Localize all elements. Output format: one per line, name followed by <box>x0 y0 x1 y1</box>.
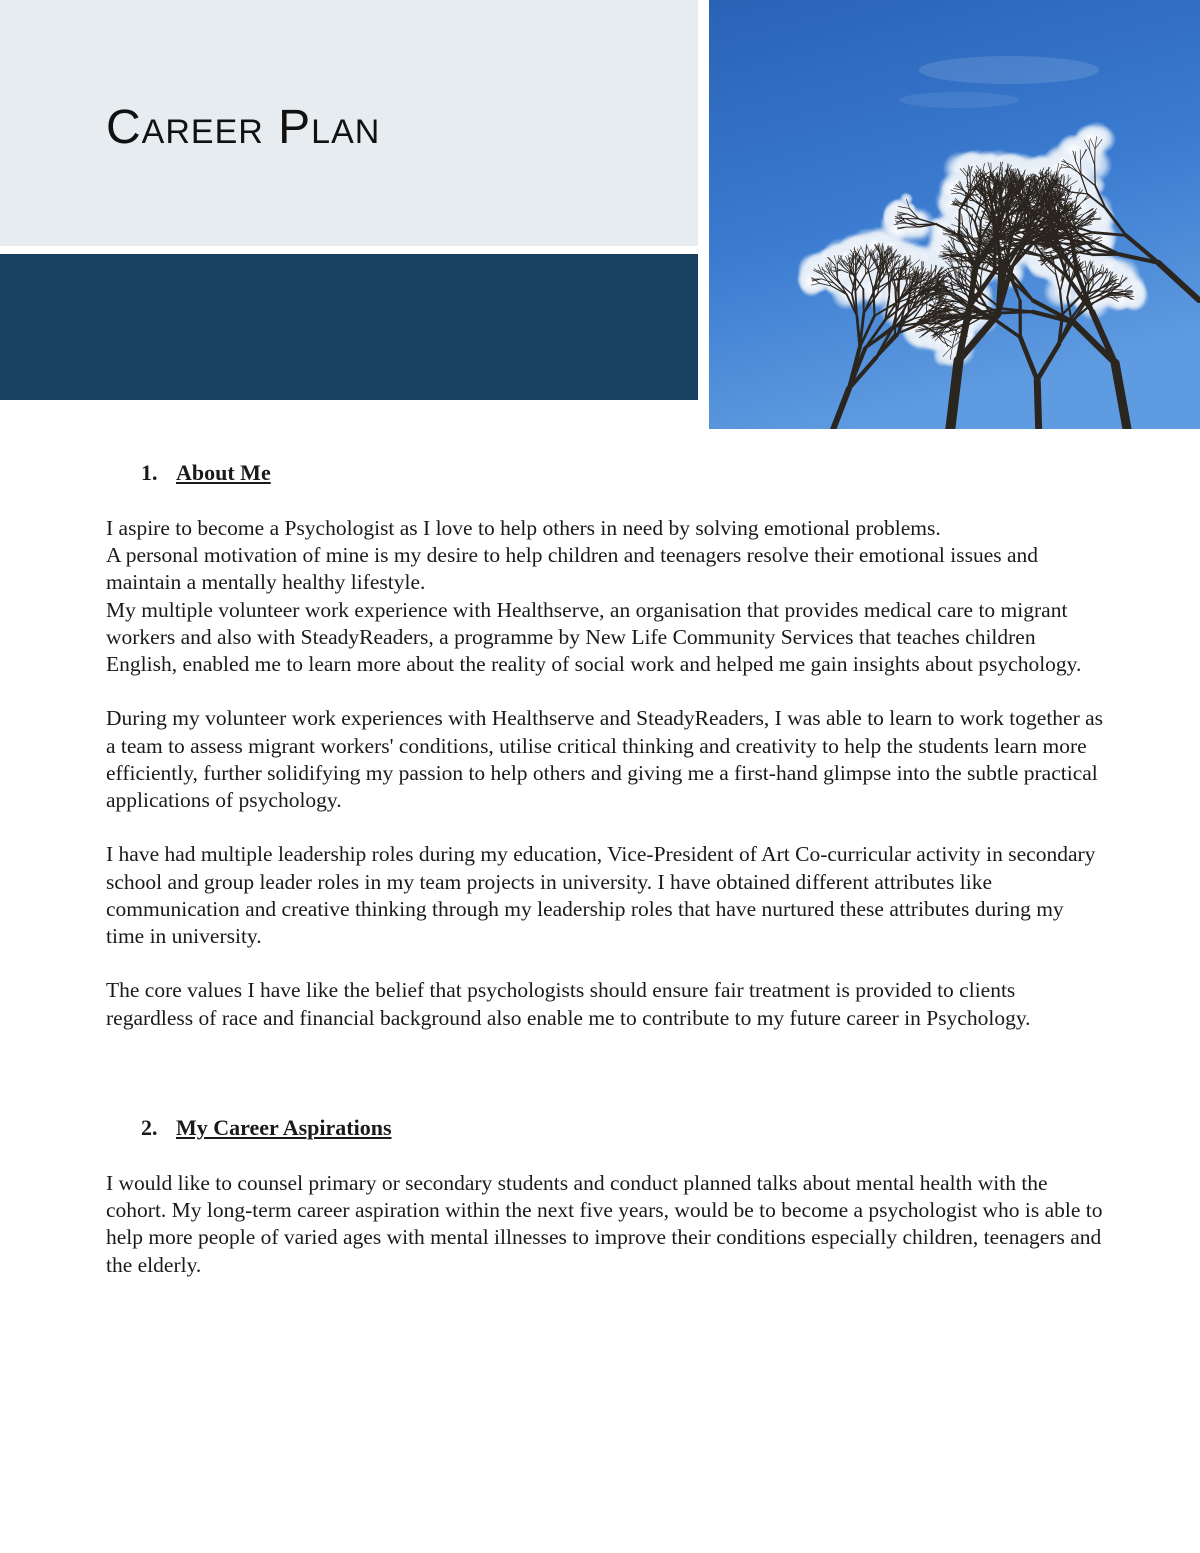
frosted-tree-photo-icon <box>709 0 1200 429</box>
paragraph <box>106 705 1106 814</box>
paragraph <box>106 1170 1106 1279</box>
paragraph-line: I aspire to become a Psychologist as I love to help others in need by solving emotional problems. <box>106 516 941 540</box>
section-spacer <box>106 1059 1106 1113</box>
document-body <box>106 458 1106 1306</box>
section-number: 2. <box>141 1115 158 1140</box>
header-dark-band <box>0 254 698 400</box>
section-number: 1. <box>141 460 158 485</box>
section-heading <box>106 1113 1106 1143</box>
section-heading <box>106 458 1106 488</box>
section-about-me <box>106 458 1106 1032</box>
paragraph-line: I would like to counsel primary or secondary students and conduct planned talks about mental health with the cohort. My long-term career aspiration within the next five years, would be to become a psychologist who is able to help more people of varied ages with mental illnesses to improve their conditions especially children, teenagers and the elderly. <box>106 1171 1103 1277</box>
document-title: Career Plan <box>106 101 381 154</box>
paragraph <box>106 515 1106 678</box>
paragraph-line: A personal motivation of mine is my desire to help children and teenagers resolve their emotional issues and maintain a mentally healthy lifestyle. <box>106 543 1039 595</box>
section-career-aspirations <box>106 1113 1106 1279</box>
paragraph-line: During my volunteer work experiences with Healthserve and SteadyReaders, I was able to learn to work together as a team to assess migrant workers' conditions, utilise critical thinking and creativity to help the students learn more efficiently, further solidifying my passion to help others and giving me a first-hand glimpse into the subtle practical applications of psychology. <box>106 706 1104 813</box>
paragraph-line: My multiple volunteer work experience with Healthserve, an organisation that provides medical care to migrant workers and also with SteadyReaders, a programme by New Life Community Services that teaches children English, enabled me to learn more about the reality of social work and helped me gain insights about psychology. <box>106 597 1082 677</box>
paragraph-line: I have had multiple leadership roles during my education, Vice-President of Art Co-curricular activity in secondary school and group leader roles in my team projects in university. I have obtained different attributes like communication and creative thinking through my leadership roles that have nurtured these attributes during my time in university. <box>106 842 1096 949</box>
paragraph <box>106 977 1106 1031</box>
paragraph <box>106 841 1106 950</box>
section-title: My Career Aspirations <box>176 1115 392 1140</box>
section-title: About Me <box>176 460 271 485</box>
paragraph-line: The core values I have like the belief that psychologists should ensure fair treatment is provided to clients regardless of race and financial background also enable me to contribute to my future career in Psychology. <box>106 978 1031 1030</box>
